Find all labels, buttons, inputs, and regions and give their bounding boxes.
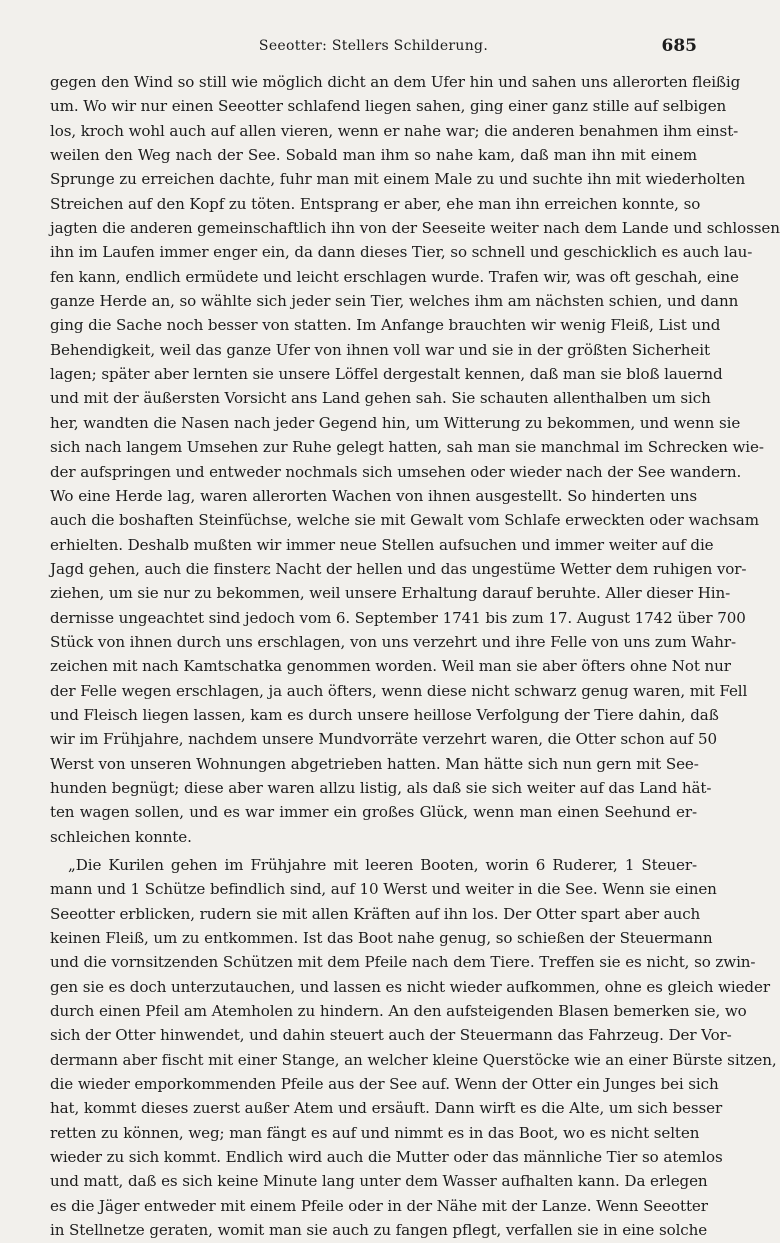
text-line: dernisse ungeachtet sind jedoch vom 6. September 1741 bis zum 17. August 1742 über 700 bbox=[50, 608, 746, 627]
text-line: und Fleisch liegen lassen, kam es durch unsere heillose Verfolgung der Tiere dahin, daß bbox=[50, 705, 719, 724]
text-line: ten wagen sollen, und es war immer ein großes Glück, wenn man einen Seehund er- bbox=[50, 803, 697, 822]
text-line: jagten die anderen gemeinschaftlich ihn von der Seeseite weiter nach dem Lande und schlossen bbox=[50, 219, 780, 238]
paragraph-kurilen-hunt bbox=[50, 853, 777, 1243]
text-line: hunden begnügt; diese aber waren allzu listig, als daß sie sich weiter auf das Land hät- bbox=[50, 778, 712, 797]
text-line: um. Wo wir nur einen Seeotter schlafend liegen sahen, ging einer ganz stille auf selbigen bbox=[50, 97, 727, 116]
text-line: erhielten. Deshalb mußten wir immer neue Stellen aufsuchen und immer weiter auf die bbox=[50, 535, 714, 554]
text-line: Wo eine Herde lag, waren allerorten Wachen von ihnen ausgestellt. So hinderten uns bbox=[50, 486, 697, 505]
text-line: der aufspringen und entweder nochmals sich umsehen oder wieder nach der See wandern. bbox=[50, 462, 742, 481]
text-line: weilen den Weg nach der See. Sobald man ihm so nahe kam, daß man ihn mit einem bbox=[50, 146, 697, 165]
text-line: Stück von ihnen durch uns erschlagen, von uns verzehrt und ihre Felle von uns zum Wahr- bbox=[50, 632, 737, 651]
text-line: retten zu können, weg; man fängt es auf und nimmt es in das Boot, wo es nicht selten bbox=[50, 1123, 700, 1142]
text-line: Sprunge zu erreichen dachte, fuhr man mit einem Male zu und suchte ihn mit wiederholten bbox=[50, 170, 746, 189]
text-line: schleichen konnte. bbox=[50, 827, 192, 846]
text-line: und mit der äußersten Vorsicht ans Land gehen sah. Sie schauten allenthalben um sich bbox=[50, 389, 711, 408]
text-line: Werst von unseren Wohnungen abgetrieben hatten. Man hätte sich nun gern mit See- bbox=[50, 754, 699, 773]
text-line: ging die Sache noch besser von statten. Im Anfange brauchten wir wenig Fleiß, List und bbox=[50, 316, 721, 335]
text-line: Jagd gehen, auch die finsterε Nacht der hellen und das ungestüme Wetter dem ruhigen vor- bbox=[50, 559, 747, 578]
text-line: gegen den Wind so still wie möglich dicht an dem Ufer hin und sahen uns allerorten fleißig bbox=[50, 73, 741, 91]
text-line: Seeotter erblicken, rudern sie mit allen Kräften auf ihn los. Der Otter spart aber auch bbox=[50, 904, 701, 923]
text-line: und die vornsitzenden Schützen mit dem Pfeile nach dem Tiere. Treffen sie es nicht, so zwin- bbox=[50, 953, 756, 972]
page-number: 685 bbox=[661, 36, 697, 56]
page-header bbox=[50, 38, 697, 62]
text-line: keinen Fleiß, um zu entkommen. Ist das Boot nahe genug, so schießen der Steuermann bbox=[50, 929, 713, 948]
text-line: in Stellnetze geraten, womit man sie auch zu fangen pflegt, verfallen sie in eine solche bbox=[50, 1221, 708, 1240]
text-line: zeichen mit nach Kamtschatka genommen worden. Weil man sie aber öfters ohne Not nur bbox=[50, 657, 731, 676]
text-line: ganze Herde an, so wählte sich jeder sein Tier, welches ihm am nächsten schien, und dann bbox=[50, 292, 739, 311]
text-line: Streichen auf den Kopf zu töten. Entsprang er aber, ehe man ihn erreichen konnte, so bbox=[50, 194, 701, 213]
running-head: Seeotter: Stellers Schilderung. bbox=[258, 38, 489, 54]
text-line: Behendigkeit, weil das ganze Ufer von ihnen voll war und sie in der größten Sicherheit bbox=[50, 340, 710, 359]
text-line: wieder zu sich kommt. Endlich wird auch die Mutter oder das männliche Tier so atemlos bbox=[50, 1148, 723, 1167]
text-line: es die Jäger entweder mit einem Pfeile oder in der Nähe mit der Lanze. Wenn Seeotter bbox=[50, 1196, 708, 1215]
text-line: die wieder emporkommenden Pfeile aus der See auf. Wenn der Otter ein Junges bei sich bbox=[50, 1075, 719, 1094]
text-line: sich nach langem Umsehen zur Ruhe gelegt hatten, sah man sie manchmal im Schrecken wie- bbox=[50, 438, 764, 457]
text-line: fen kann, endlich ermüdete und leicht erschlagen wurde. Trafen wir, was oft geschah, eine bbox=[50, 267, 739, 286]
text-line: los, kroch wohl auch auf allen vieren, wenn er nahe war; die anderen benahmen ihm einst- bbox=[50, 121, 739, 140]
text-line: und matt, daß es sich keine Minute lang unter dem Wasser aufhalten kann. Da erlegen bbox=[50, 1172, 708, 1191]
text-line: gen sie es doch unterzutauchen, und lassen es nicht wieder aufkommen, ohne es gleich wieder bbox=[50, 977, 770, 996]
text-line: sich der Otter hinwendet, und dahin steuert auch der Steuermann das Fahrzeug. Der Vor- bbox=[50, 1026, 732, 1045]
text-line: auch die boshaften Steinfüchse, welche sie mit Gewalt vom Schlafe erweckten oder wachsam bbox=[50, 511, 759, 530]
text-line: hat, kommt dieses zuerst außer Atem und ersäuft. Dann wirft es die Alte, um sich besser bbox=[50, 1099, 723, 1118]
text-line: durch einen Pfeil am Atemholen zu hindern. An den aufsteigenden Blasen bemerken sie, wo bbox=[50, 1002, 747, 1021]
paragraph-steller-hunt bbox=[50, 70, 780, 849]
text-line: dermann aber fischt mit einer Stange, an welcher kleine Querstöcke wie an einer Bürste sitzen, bbox=[50, 1050, 777, 1069]
text-line: ziehen, um sie nur zu bekommen, weil unsere Erhaltung darauf beruhte. Aller dieser Hin- bbox=[50, 584, 731, 603]
text-line: mann und 1 Schütze befindlich sind, auf 10 Werst und weiter in die See. Wenn sie einen bbox=[50, 880, 717, 899]
body-text bbox=[50, 70, 780, 1243]
text-line: der Felle wegen erschlagen, ja auch öfters, wenn diese nicht schwarz genug waren, mit Fell bbox=[50, 681, 748, 700]
text-line: wir im Frühjahre, nachdem unsere Mundvorräte verzehrt waren, die Otter schon auf 50 bbox=[50, 730, 717, 749]
text-line: ihn im Laufen immer enger ein, da dann dieses Tier, so schnell und geschicklich es auch lau- bbox=[50, 243, 753, 262]
text-line: lagen; später aber lernten sie unsere Löffel dergestalt kennen, daß man sie bloß lauernd bbox=[50, 365, 723, 384]
text-line: her, wandten die Nasen nach jeder Gegend hin, um Witterung zu bekommen, und wenn sie bbox=[50, 413, 741, 432]
text-line: „Die Kurilen gehen im Frühjahre mit leeren Booten, worin 6 Ruderer, 1 Steuer- bbox=[68, 856, 697, 874]
